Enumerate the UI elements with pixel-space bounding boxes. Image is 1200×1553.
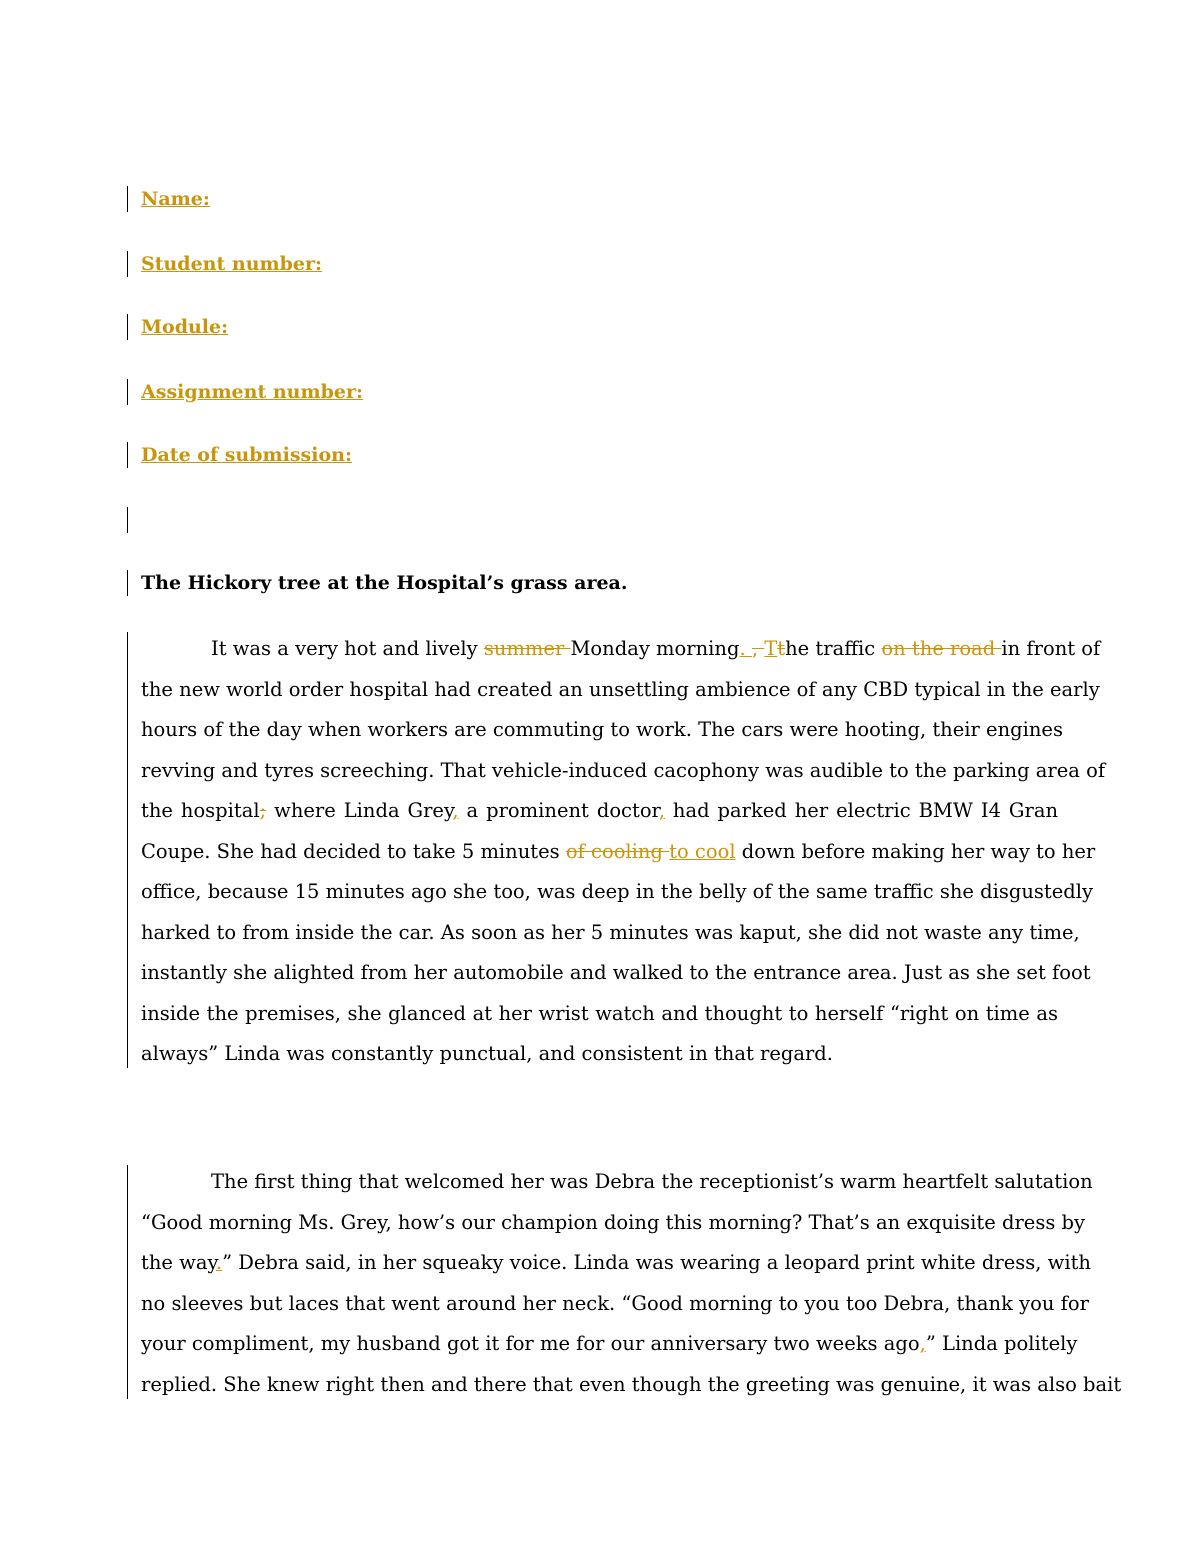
date-of-submission-label: Date of submission:: [141, 444, 352, 466]
text-line: Coupe. She had decided to take 5 minutes of cooling to cool down before making her way to her: [141, 839, 1096, 863]
change-bar: [127, 251, 128, 277]
change-bar: [127, 186, 128, 212]
change-bar: [127, 632, 128, 1068]
text-line: harked to from inside the car. As soon as her 5 minutes was kaput, she did not waste any time,: [141, 920, 1080, 944]
tracked-insertion: T: [764, 637, 778, 660]
text-line: The first thing that welcomed her was Debra the receptionist’s warm heartfelt salutation: [211, 1170, 1093, 1193]
change-bar: [127, 379, 128, 405]
tracked-insertion: ,: [658, 799, 665, 822]
tracked-deletion: ,: [751, 637, 765, 660]
text-line: instantly she alighted from her automobile and walked to the entrance area. Just as she set foot: [141, 961, 1091, 984]
module-label: Module:: [141, 316, 229, 338]
text-line: “Good morning Ms. Grey, how’s our champion doing this morning? That’s an exquisite dress by: [141, 1210, 1086, 1234]
change-bar: [127, 442, 128, 468]
paragraph-2: [141, 1162, 1122, 1405]
text-line: always” Linda was constantly punctual, and consistent in that regard.: [141, 1042, 833, 1065]
change-bar: [127, 314, 128, 340]
text-line: office, because 15 minutes ago she too, was deep in the belly of the same traffic she disgustedly: [141, 880, 1094, 903]
tracked-deletion: of cooling: [565, 839, 670, 863]
text-line: revving and tyres screeching. That vehicle-induced cacophony was audible to the parking area of: [141, 758, 1106, 782]
tracked-insertion: .: [739, 637, 752, 660]
tracked-deletion: on the road: [881, 637, 1002, 660]
tracked-insertion: to cool: [669, 839, 736, 863]
text-line: your compliment, my husband got it for me for our anniversary two weeks ago,” Linda politely: [141, 1332, 1078, 1355]
tracked-insertion: ,: [919, 1332, 926, 1355]
change-bar: [127, 507, 128, 533]
name-label: Name:: [141, 188, 210, 210]
text-line: the new world order hospital had created an unsettling ambience of any CBD typical in the early: [141, 677, 1100, 701]
tracked-deletion: t: [777, 637, 786, 660]
assignment-number-label: Assignment number:: [141, 381, 363, 403]
text-line: hours of the day when workers are commuting to work. The cars were hooting, their engines: [141, 718, 1063, 741]
tracked-deletion: ;: [259, 799, 267, 822]
document-title: The Hickory tree at the Hospital’s grass area.: [141, 572, 628, 594]
text-line: replied. She knew right then and there that even though the greeting was genuine, it was also bait: [141, 1372, 1122, 1396]
text-line: the hospital; where Linda Grey, a prominent doctor, had parked her electric BMW I4 Gran: [141, 799, 1059, 822]
paragraph-1: [141, 629, 1106, 1075]
student-number-label: Student number:: [141, 253, 323, 275]
tracked-insertion: .: [215, 1251, 223, 1274]
text-line: inside the premises, she glanced at her wrist watch and thought to herself “right on time as: [141, 1001, 1058, 1025]
change-bar: [127, 1165, 128, 1399]
tracked-insertion: ,: [452, 799, 459, 822]
text-line: no sleeves but laces that went around her neck. “Good morning to you too Debra, thank you for: [141, 1291, 1089, 1315]
change-bar: [127, 570, 128, 596]
text-line: the way.” Debra said, in her squeaky voice. Linda was wearing a leopard print white dress, with: [141, 1251, 1091, 1274]
tracked-deletion: summer: [483, 637, 571, 660]
text-line: It was a very hot and lively summer Monday morning. , Tthe traffic on the road in front of: [211, 637, 1101, 660]
